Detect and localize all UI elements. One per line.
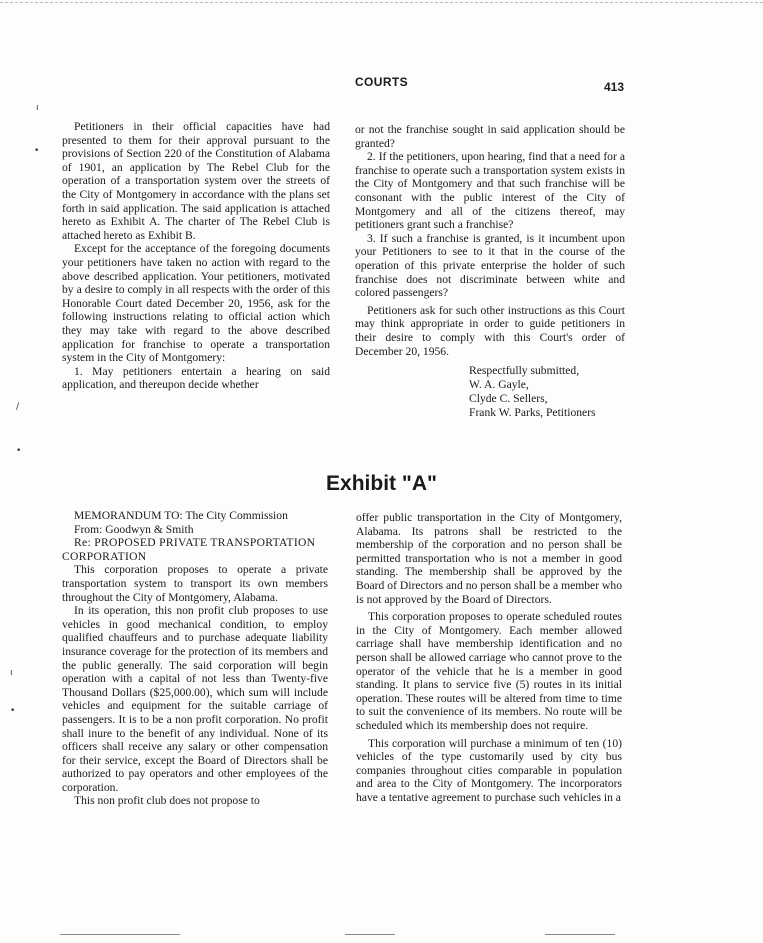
memo-re-line (62, 536, 328, 563)
petition-left-column (62, 120, 330, 392)
memo-re-text: Re: PROPOSED PRIVATE TRANSPORTATION CORPORATION (62, 536, 316, 563)
margin-mark: / (16, 402, 20, 412)
footer-rule (60, 934, 180, 935)
running-title: COURTS (354, 75, 409, 89)
exhibit-paragraph: This non profit club does not propose to (74, 794, 260, 808)
top-dashed-border (0, 2, 763, 3)
exhibit-right-column (356, 511, 622, 804)
petition-paragraph: Except for the acceptance of the foregoing documents your petitioners have taken no action with regard to the above described application. Your petitioners, motivated by a desire to comply in all respects with the order of this Honorable Court dated December 20, 1956, ask for the following instructions relating to official action which they may take with regard to the above described application for franchise to operate a transportation system in the City of Montgomery: (62, 242, 330, 365)
petition-paragraph: Petitioners in their official capacities have had presented to them for their approval pursuant to the provisions of Section 220 of the Constitution of Alabama of 1901, an application by The Rebel Club for the operation of a transportation system over the streets of the City of Montgomery in accordance with the plans set forth in said application. The said application is attached hereto as Exhibit A. The charter of The Rebel Club is attached hereto as Exhibit B. (62, 120, 330, 242)
exhibit-paragraph: offer public transportation in the City of Montgomery, Alabama. Its patrons shall be restricted to the membership of the corporation and no person shall be permitted transportation who is not a member in good standing. The membership shall be approved by the Board of Directors and no person shall be a member who is not approved by the Board of Directors. (356, 511, 622, 606)
footer-rule (545, 934, 615, 935)
memo-to: MEMORANDUM TO: The City Commission (74, 509, 288, 522)
signatory-name: Clyde C. Sellers, (469, 392, 548, 406)
exhibit-title: Exhibit "A" (326, 472, 437, 495)
signatory-name: Frank W. Parks, Petitioners (469, 406, 596, 420)
margin-mark: ı (10, 668, 13, 678)
exhibit-paragraph: This corporation proposes to operate scheduled routes in the City of Montgomery. Each member allowed carriage shall have membership identification and no person shall be allowed carriage who cannot prove to the operator of the vehicle that he is a member in good standing. It plans to service five (5) routes in its initial operation. These routes will be altered from time to time to suit the convenience of its members. No route will be scheduled which its membership does not require. (356, 610, 622, 732)
memo-from: From: Goodwyn & Smith (74, 522, 194, 536)
signature-block (469, 364, 625, 420)
exhibit-paragraph: This corporation will purchase a minimum of ten (10) vehicles of the type customarily used by city bus companies throughout cities comparable in population and area to the City of Montgomery. The incorporators have a tentative agreement to purchase such vehicles in a (356, 736, 622, 804)
signatory-name: W. A. Gayle, (469, 378, 529, 392)
margin-mark: ı (36, 103, 39, 113)
exhibit-paragraph: This corporation proposes to operate a private transportation system to transport its own members throughout the City of Montgomery, Alabama. (62, 563, 328, 604)
exhibit-paragraph: In its operation, this non profit club proposes to use vehicles in good mechanical condition, to employ qualified chauffeurs and to purchase adequate liability insurance coverage for the protection of its members and the public generally. The said corporation will begin operation with a capital of not less than Twenty-five Thousand Dollars ($25,000.00), which sum will include vehicles and equipment for the suitable carriage of passengers. It is to be a non profit corporation. No profit shall inure to the benefit of any individual. None of its officers shall receive any salary or other compensation for their service, except the Board of Directors shall be authorized to pay operators and other employees of the corporation. (62, 604, 328, 794)
exhibit-left-column (62, 509, 328, 808)
signature-closing: Respectfully submitted, (469, 364, 580, 378)
page-number: 413 (604, 80, 625, 94)
petition-paragraph: or not the franchise sought in said application should be granted? (355, 123, 625, 150)
margin-mark: • (16, 446, 22, 456)
petition-question: 3. If such a franchise is granted, is it incumbent upon your Petitioners to see to it that in the course of the operation of this private enterprise the holder of such franchise does not discriminate between white and colored passengers? (355, 231, 625, 300)
petition-paragraph: Petitioners ask for such other instructions as this Court may think appropriate in order to guide petitioners in their desire to comply with this Court's order of December 20, 1956. (355, 303, 625, 358)
margin-mark: • (10, 706, 16, 716)
petition-question: 2. If the petitioners, upon hearing, find that a need for a franchise to operate such a transportation system exists in the City of Montgomery and that such franchise will be consonant with the public interest of the City of Montgomery and all of the citizens thereof, may petitioners grant such a franchise? (355, 150, 625, 232)
petition-right-column (355, 123, 625, 420)
footer-rule (345, 934, 395, 935)
margin-mark: • (34, 146, 40, 156)
petition-paragraph: 1. May petitioners entertain a hearing on said application, and thereupon decide whether (62, 364, 330, 392)
